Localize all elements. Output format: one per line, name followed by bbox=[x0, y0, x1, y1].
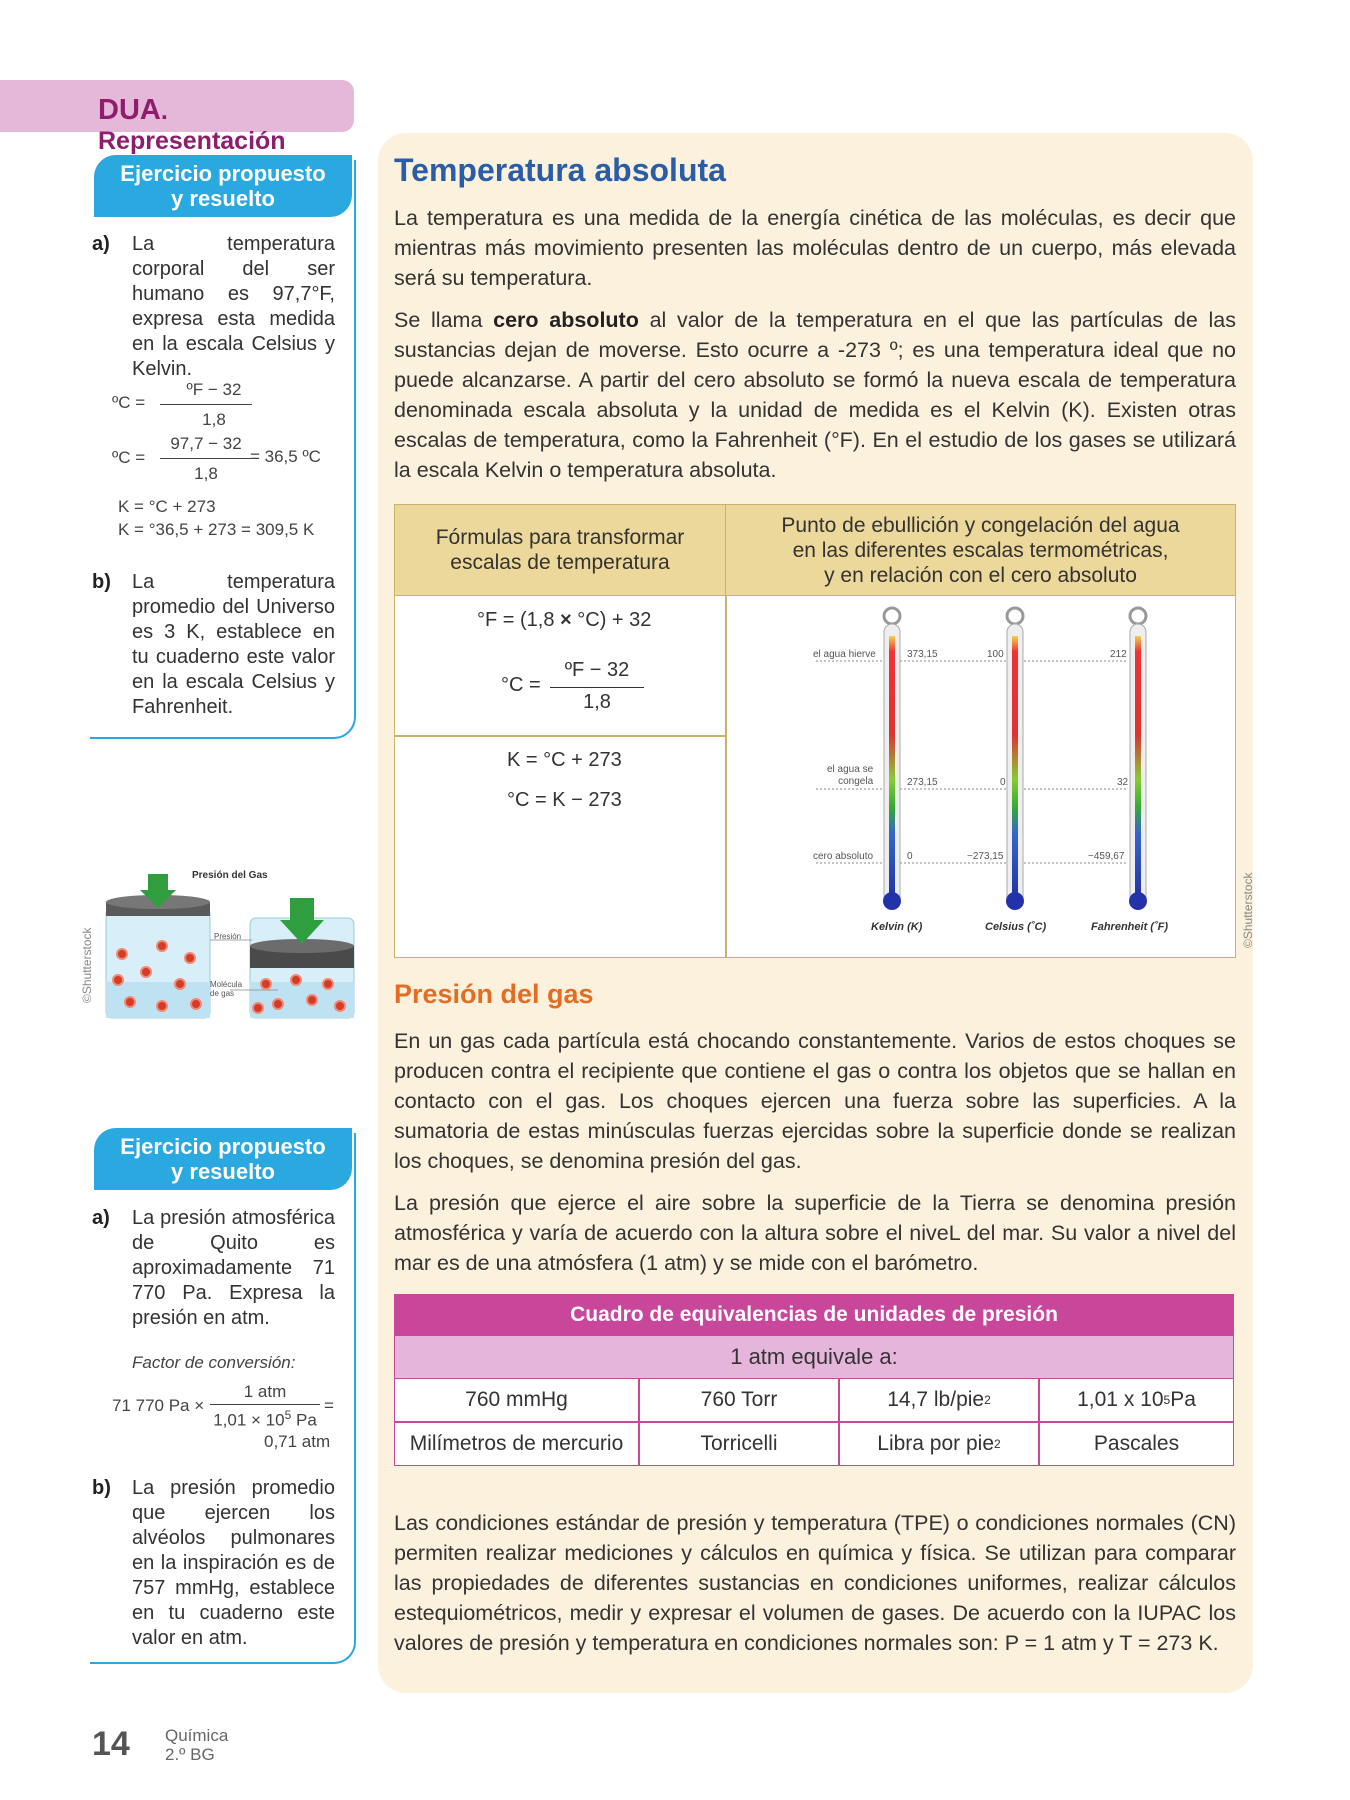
item-text: La temperatura promedio del Universo es 3 K, establece en tu cuaderno este valor en la escala Celsius y Fahrenheit. bbox=[132, 571, 335, 718]
pressure-table-title bbox=[394, 1294, 1234, 1336]
value-text: 1,01 x 10 bbox=[1077, 1388, 1164, 1411]
formula-k-from-c: K = °C + 273 bbox=[507, 749, 622, 771]
table-divider bbox=[395, 735, 725, 737]
item-text: La presión promedio que ejercen los alvéolos pulmonares en la inspiración es de 757 mmHg, establece en tu cuaderno este valor en atm. bbox=[132, 1477, 335, 1649]
fahrenheit-boil-value: 212 bbox=[1110, 649, 1127, 660]
pressure-name-cell bbox=[1039, 1422, 1234, 1466]
figure-label-pressure: Presión bbox=[214, 932, 242, 941]
celsius-zero-value: −273,15 bbox=[967, 851, 1004, 862]
formula-text: °C) + 32 bbox=[571, 609, 652, 631]
factor-label: Factor de conversión: bbox=[132, 1353, 296, 1372]
exercise-header-line: y resuelto bbox=[171, 186, 275, 211]
value-unit: Pa bbox=[1170, 1388, 1196, 1411]
image-credit: ©Shutterstock bbox=[80, 927, 94, 1003]
paragraph-text: al valor de la temperatura en el que las partículas de las sustancias dejan de moverse. Esto ocurre a -273 º; es una temperatura ideal que no puede alcanzarse. A partir del cero absoluto se formó la nueva escala de temperatura denominada escala absoluta y la unidad de medida es el Kelvin (K). Existen otras escalas de temperatura, como la Fahrenheit (°F). En el estudio de los gases se utilizará la escala Kelvin o temperatura absoluta. bbox=[394, 308, 1237, 482]
subject-name: Química bbox=[165, 1726, 229, 1745]
denominator-unit: Pa bbox=[291, 1410, 317, 1430]
pressure-value-cell bbox=[839, 1378, 1039, 1422]
pressure-name-cell bbox=[394, 1422, 639, 1466]
row-label-freezing bbox=[827, 764, 873, 788]
item-text: La temperatura corporal del ser humano es 97,7°F, expresa esta medida en la escala Celsius y Kelvin. bbox=[132, 233, 335, 380]
figure-label-line: Molécula bbox=[210, 980, 243, 989]
denominator-base: 1,01 × 10 bbox=[213, 1410, 285, 1430]
fraction-bar bbox=[160, 458, 252, 459]
dua-header bbox=[0, 80, 354, 155]
paragraph-standard-conditions: Las condiciones estándar de presión y temperatura (TPE) o condiciones normales (CN) permiten realizar mediciones y cálculos en química y física. Se utilizan para comparar las propiedades de diferentes sustancias en condiciones uniformes, realizar cálculos estequiométricos, medir y expresar el volumen de gases. De acuerdo con la IUPAC los valores de presión y temperatura en condiciones normales son: P = 1 atm y T = 273 K. bbox=[394, 1511, 1236, 1655]
pressure-name-cell bbox=[839, 1422, 1039, 1466]
name-text: Torricelli bbox=[700, 1432, 778, 1455]
formula-numerator: ºF − 32 bbox=[564, 659, 630, 681]
formula-c-from-k: °C = K − 273 bbox=[507, 789, 622, 811]
exercise1-item-b bbox=[92, 570, 335, 720]
row-label-line: congela bbox=[838, 776, 874, 787]
header-line: Fórmulas para transformar bbox=[435, 526, 685, 549]
row-label-boiling: el agua hierve bbox=[813, 649, 876, 660]
item-label: a) bbox=[92, 233, 110, 255]
grade-level: 2.º BG bbox=[165, 1745, 215, 1764]
formula-denominator: 1,8 bbox=[583, 691, 611, 713]
exercise-header-1 bbox=[94, 155, 352, 217]
formula-line: K = °C + 273 bbox=[118, 497, 216, 516]
term-absolute-zero: cero absoluto bbox=[493, 308, 639, 332]
multiply-sign: × bbox=[560, 609, 572, 631]
pressure-value-cell bbox=[1039, 1378, 1234, 1422]
dua-prefix: DUA bbox=[98, 94, 161, 126]
formula-denominator: 1,8 bbox=[194, 464, 218, 483]
scale-name-kelvin: Kelvin (K) bbox=[871, 921, 923, 933]
dua-title bbox=[98, 94, 354, 156]
pressure-values-row bbox=[394, 1378, 1234, 1422]
exercise-header-line: y resuelto bbox=[171, 1159, 275, 1184]
item-text: La presión atmosférica de Quito es aproximadamente 71 770 Pa. Expresa la presión en atm. bbox=[132, 1207, 335, 1329]
section-title-pressure: Presión del gas bbox=[394, 979, 594, 1009]
table-subtitle-text: 1 atm equivale a: bbox=[730, 1344, 898, 1369]
figure-title: Presión del Gas bbox=[192, 870, 268, 881]
celsius-boil-value: 100 bbox=[987, 649, 1004, 660]
formula-denominator: 1,8 bbox=[202, 410, 226, 429]
value-text: 14,7 lb/pie bbox=[887, 1388, 985, 1411]
temperature-formula-table bbox=[394, 504, 1236, 958]
name-text: Libra por pie bbox=[877, 1432, 995, 1455]
paragraph-text: Se llama bbox=[394, 308, 494, 332]
pressure-value-cell bbox=[639, 1378, 839, 1422]
formula-text: °F = (1,8 bbox=[477, 609, 561, 631]
table-header-formulas bbox=[395, 505, 726, 596]
fraction-bar bbox=[210, 1404, 320, 1405]
celsius-freeze-value: 0 bbox=[1000, 777, 1006, 788]
formula-lhs: ºC = bbox=[112, 393, 146, 412]
formula-f-from-c bbox=[477, 609, 651, 632]
paragraph-absolute-zero bbox=[394, 305, 1236, 485]
pressure-table-subtitle bbox=[394, 1336, 1234, 1378]
conversion-lhs: 71 770 Pa × bbox=[112, 1396, 205, 1415]
image-credit: ©Shutterstock bbox=[1241, 872, 1255, 948]
exercise2-item-b bbox=[92, 1476, 335, 1651]
exercise-header-line: Ejercicio propuesto bbox=[120, 161, 326, 186]
fahrenheit-zero-value: −459,67 bbox=[1088, 851, 1125, 862]
formula-lhs: °C = bbox=[501, 674, 541, 696]
exercise1-item-a bbox=[92, 232, 335, 382]
header-line: en las diferentes escalas termométricas, bbox=[792, 538, 1169, 562]
thermometer-celsius bbox=[1006, 608, 1024, 910]
row-label-line: el agua se bbox=[827, 764, 874, 775]
exercise-header-2 bbox=[94, 1128, 352, 1190]
conversion-denominator bbox=[210, 1408, 320, 1431]
name-text: Milímetros de mercurio bbox=[409, 1432, 624, 1455]
conversion-equals: = bbox=[324, 1396, 334, 1415]
section-title-temperature: Temperatura absoluta bbox=[394, 152, 726, 188]
figure-label-molecule bbox=[210, 980, 242, 998]
value-text: 760 Torr bbox=[700, 1388, 778, 1411]
conversion-numerator: 1 atm bbox=[243, 1382, 287, 1401]
page-number: 14 bbox=[92, 1725, 130, 1763]
row-label-absolute-zero: cero absoluto bbox=[813, 851, 874, 862]
header-line: y en relación con el cero absoluto bbox=[824, 563, 1137, 587]
formula-line: K = °36,5 + 273 = 309,5 K bbox=[118, 520, 315, 539]
value-exponent: 2 bbox=[984, 1393, 991, 1407]
paragraph-atmospheric-pressure: La presión que ejerce el aire sobre la superficie de la Tierra se denomina presión atmosférica y varía de acuerdo con la altura sobre el niveL del mar. Su valor a nivel del mar es de una atmósfera (1 atm) y se mide con el barómetro. bbox=[394, 1191, 1236, 1275]
thermometer-fahrenheit bbox=[1129, 608, 1147, 910]
thermometer-kelvin bbox=[883, 608, 901, 910]
kelvin-boil-value: 373,15 bbox=[907, 649, 938, 660]
item-label: a) bbox=[92, 1207, 110, 1229]
pressure-name-cell bbox=[639, 1422, 839, 1466]
thermometers-illustration bbox=[726, 596, 1235, 957]
formula-numerator: 97,7 − 32 bbox=[170, 434, 242, 453]
exercise-header-line: Ejercicio propuesto bbox=[120, 1134, 326, 1159]
dua-label: . Representación bbox=[98, 97, 286, 155]
fahrenheit-freeze-value: 32 bbox=[1117, 777, 1129, 788]
denominator-exponent: 5 bbox=[284, 1408, 292, 1422]
pressure-names-row bbox=[394, 1422, 1234, 1466]
paragraph-gas-pressure: En un gas cada partícula está chocando constantemente. Varios de estos choques se producen contra el recipiente que contiene el gas o contra los objetos que se hallan en contacto con el gas. Los choques ejercen una fuerza sobre las superficies. A la sumatoria de estas minúsculas fuerzas ejercidas sobre la superficie donde se realizan los choques, se denomina presión del gas. bbox=[394, 1029, 1236, 1173]
exercise2-item-a bbox=[92, 1206, 335, 1331]
pressure-value-cell bbox=[394, 1378, 639, 1422]
item-label: b) bbox=[92, 1477, 111, 1499]
conversion-result: 0,71 atm bbox=[264, 1432, 331, 1451]
header-line: escalas de temperatura bbox=[450, 551, 670, 574]
value-exponent: 5 bbox=[1163, 1393, 1171, 1407]
formula-result: = 36,5 ºC bbox=[250, 447, 321, 466]
gas-pressure-figure bbox=[100, 862, 360, 1032]
fraction-bar bbox=[160, 404, 252, 405]
scale-name-fahrenheit: Fahrenheit (˚F) bbox=[1091, 921, 1168, 933]
value-text: 760 mmHg bbox=[465, 1388, 568, 1411]
kelvin-freeze-value: 273,15 bbox=[907, 777, 938, 788]
name-text: Pascales bbox=[1093, 1432, 1180, 1455]
table-title-text: Cuadro de equivalencias de unidades de presión bbox=[570, 1303, 1058, 1326]
paragraph-temperature: La temperatura es una medida de la energía cinética de las moléculas, es decir que mientras más movimiento presenten las moléculas dentro de un cuerpo, más elevada será su temperatura. bbox=[394, 206, 1236, 290]
figure-label-line: de gas bbox=[210, 989, 235, 998]
footer-subject bbox=[165, 1726, 228, 1764]
formula-numerator: ºF − 32 bbox=[186, 380, 242, 399]
gas-container-illustration bbox=[100, 862, 360, 1032]
formula-lhs: ºC = bbox=[112, 448, 146, 467]
header-line: Punto de ebullición y congelación del agua bbox=[781, 513, 1180, 537]
kelvin-zero-value: 0 bbox=[907, 851, 913, 862]
scale-name-celsius: Celsius (˚C) bbox=[985, 921, 1047, 933]
item-label: b) bbox=[92, 571, 111, 593]
name-exponent: 2 bbox=[994, 1437, 1001, 1451]
table-header-points bbox=[726, 505, 1235, 596]
fraction-bar bbox=[550, 687, 644, 688]
